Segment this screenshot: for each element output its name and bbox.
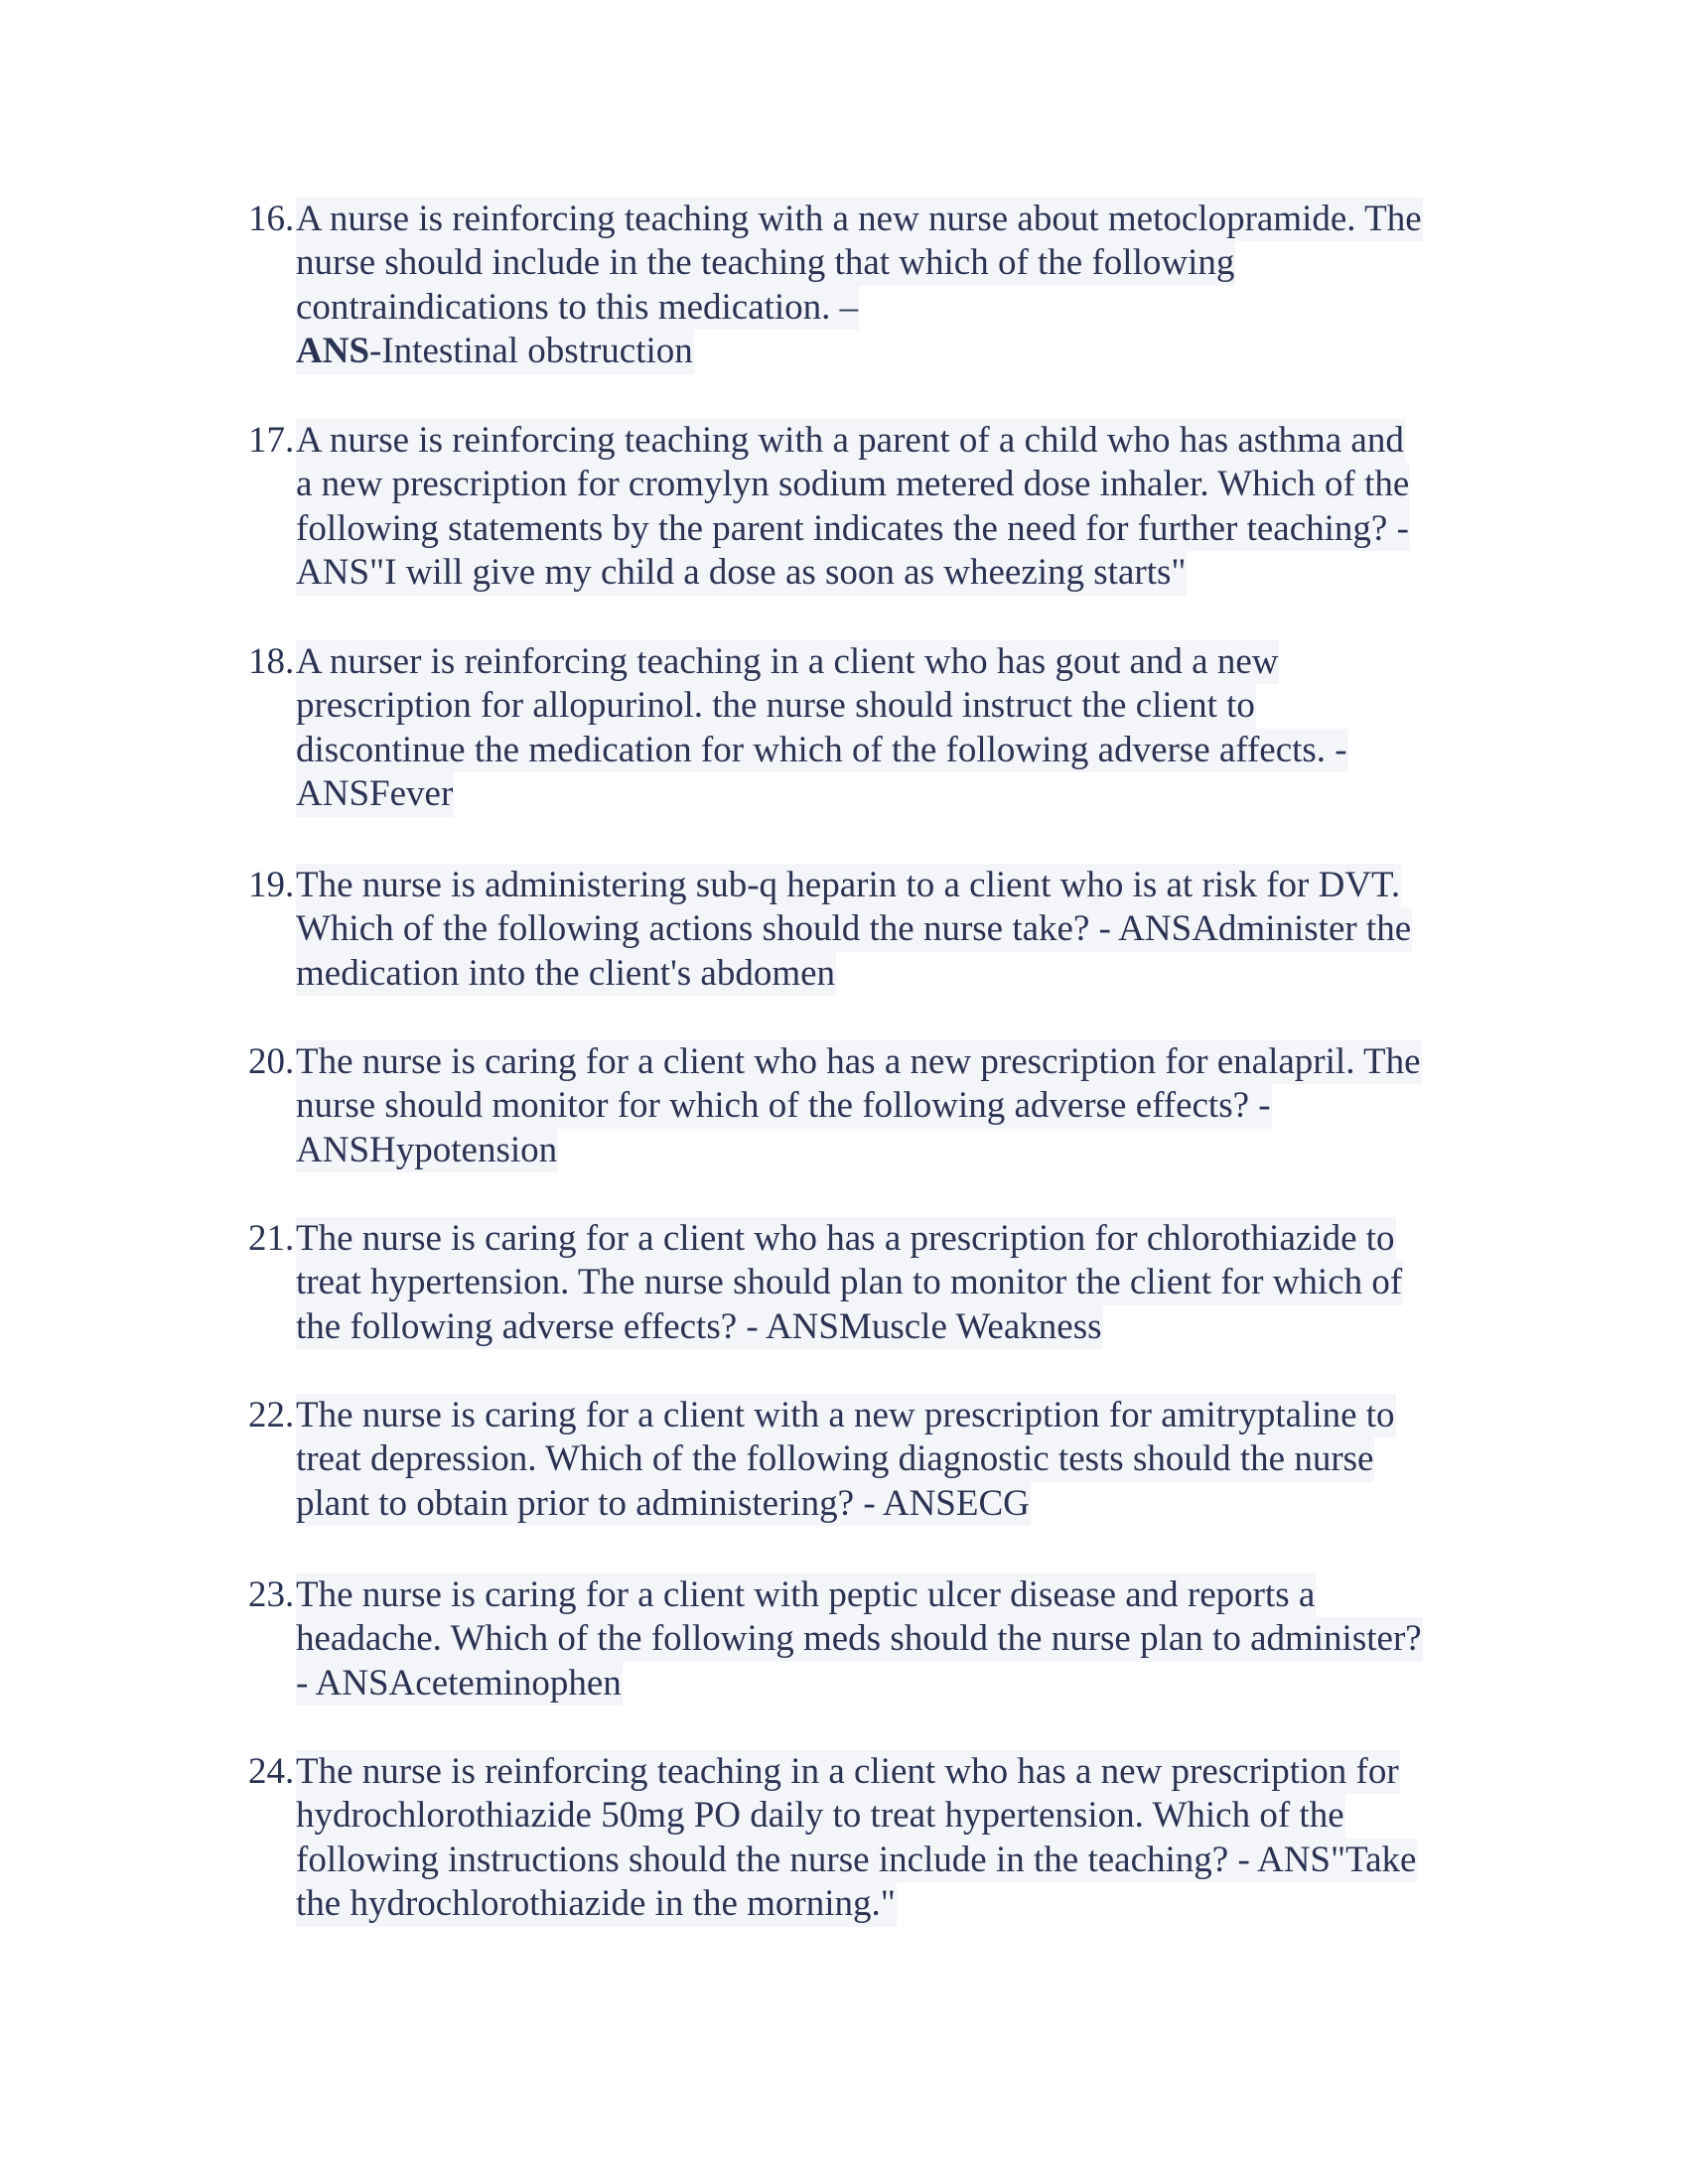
answer-line bbox=[296, 330, 694, 373]
question-line: a new prescription for cromylyn sodium metered dose inhaler. Which of the bbox=[296, 463, 1410, 506]
question-line: treat hypertension. The nurse should plan to monitor the client for which of bbox=[296, 1261, 1403, 1304]
question-line: The nurse is reinforcing teaching in a client who has a new prescription for bbox=[296, 1750, 1400, 1794]
question-number: 16. bbox=[248, 199, 295, 239]
question-line: nurse should monitor for which of the following adverse effects? - bbox=[296, 1084, 1272, 1128]
question-line: The nurse is caring for a client with a new prescription for amitryptaline to bbox=[296, 1394, 1396, 1437]
question-line: Which of the following actions should the nurse take? - ANSAdminister the bbox=[296, 907, 1412, 951]
question-body bbox=[296, 1573, 1423, 1706]
question-number: 18. bbox=[248, 641, 295, 682]
answer-line: the following adverse effects? - ANSMuscle Weakness bbox=[296, 1305, 1103, 1349]
question-line: A nurser is reinforcing teaching in a client who has gout and a new bbox=[296, 640, 1279, 684]
question-number: 23. bbox=[248, 1574, 295, 1615]
answer-line: ANSFever bbox=[296, 772, 454, 816]
question-line: The nurse is caring for a client who has a prescription for chlorothiazide to bbox=[296, 1217, 1396, 1261]
answer-line: ANS"I will give my child a dose as soon as wheezing starts" bbox=[296, 551, 1187, 595]
question-body bbox=[296, 1217, 1403, 1349]
question-body bbox=[296, 198, 1423, 374]
question-line: A nurse is reinforcing teaching with a new nurse about metoclopramide. The bbox=[296, 198, 1423, 241]
question-line: prescription for allopurinol. the nurse should instruct the client to bbox=[296, 684, 1256, 728]
question-body bbox=[296, 1394, 1396, 1526]
question-body bbox=[296, 640, 1348, 817]
question-number: 17. bbox=[248, 420, 295, 461]
answer-line: plant to obtain prior to administering? - ANSECG bbox=[296, 1482, 1031, 1526]
question-line: The nurse is administering sub-q heparin to a client who is at risk for DVT. bbox=[296, 864, 1401, 907]
question-line: discontinue the medication for which of the following adverse affects. - bbox=[296, 729, 1348, 772]
question-line: following statements by the parent indicates the need for further teaching? - bbox=[296, 507, 1410, 551]
answer-line: - ANSAceteminophen bbox=[296, 1662, 623, 1706]
question-line: The nurse is caring for a client who has a new prescription for enalapril. The bbox=[296, 1040, 1422, 1084]
question-body bbox=[296, 1040, 1422, 1172]
question-line: hydrochlorothiazide 50mg PO daily to treat hypertension. Which of the bbox=[296, 1794, 1345, 1838]
question-line: headache. Which of the following meds should the nurse plan to administer? bbox=[296, 1617, 1423, 1661]
question-line: contraindications to this medication. – bbox=[296, 286, 859, 330]
answer-line: ANSHypotension bbox=[296, 1129, 558, 1172]
question-line: The nurse is caring for a client with peptic ulcer disease and reports a bbox=[296, 1573, 1316, 1617]
question-line: treat depression. Which of the following diagnostic tests should the nurse bbox=[296, 1437, 1374, 1481]
question-line: following instructions should the nurse include in the teaching? - ANS"Take bbox=[296, 1839, 1417, 1882]
question-line: A nurse is reinforcing teaching with a parent of a child who has asthma and bbox=[296, 419, 1405, 463]
answer-line: the hydrochlorothiazide in the morning." bbox=[296, 1882, 897, 1926]
question-number: 21. bbox=[248, 1218, 295, 1259]
question-body bbox=[296, 1750, 1417, 1927]
answer-label: ANS bbox=[296, 331, 370, 372]
question-number: 22. bbox=[248, 1395, 295, 1435]
question-number: 20. bbox=[248, 1041, 295, 1082]
answer-text: -Intestinal obstruction bbox=[369, 331, 693, 372]
answer-line: medication into the client's abdomen bbox=[296, 952, 836, 996]
question-body bbox=[296, 864, 1412, 996]
question-line: nurse should include in the teaching that which of the following bbox=[296, 241, 1235, 285]
question-number: 19. bbox=[248, 865, 295, 905]
question-number: 24. bbox=[248, 1751, 295, 1792]
question-body bbox=[296, 419, 1410, 596]
